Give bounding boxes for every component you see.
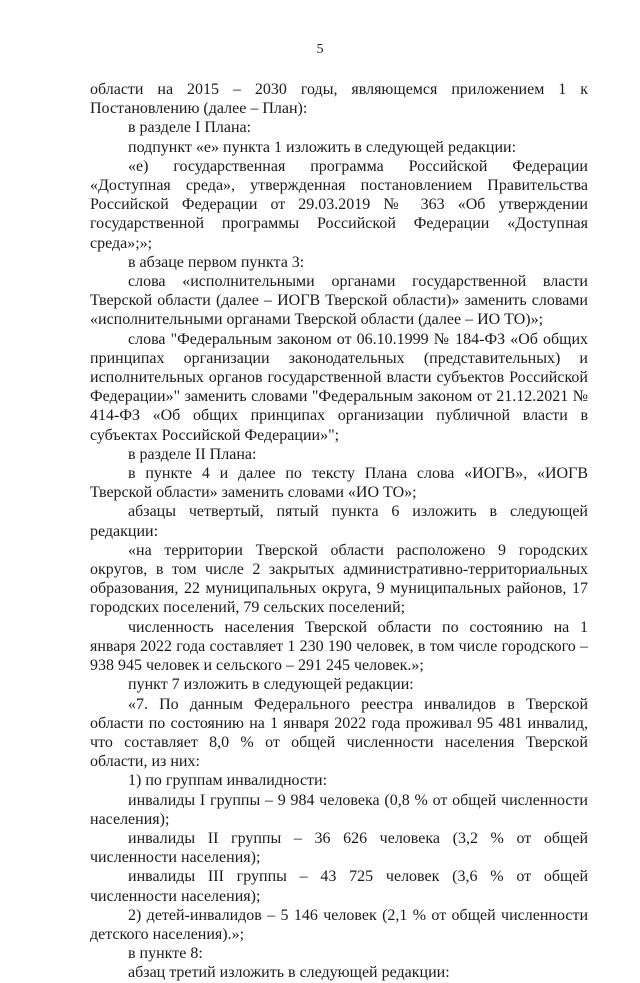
paragraph-14: «7. По данным Федерального реестра инвалидов в Тверской области по состоянию на 1 января 2022 года проживал 95 481 инвалид, что составляет 8,0 % от общей численности населения Тверской области, из них: [90,695,588,771]
paragraph-19: 2) детей-инвалидов – 5 146 человек (2,1 % от общей численности детского населения).»; [90,906,588,943]
paragraph-6: слова «исполнительными органами государственной власти Тверской области (далее – ИОГВ Тверской области)» заменить словами «исполнительными органами Тверской области (далее – ИО ТО)»; [90,273,588,329]
paragraph-1: области на 2015 – 2030 годы, являющемся приложением 1 к Постановлению (далее – План): [90,81,588,118]
paragraph-9: в пункте 4 и далее по тексту Плана слова «ИОГВ», «ИОГВ Тверской области» заменить словами «ИО ТО»; [90,465,588,502]
paragraph-4: «е) государственная программа Российской Федерации «Доступная среда», утвержденная постановлением Правительства Российской Федерации от 29.03.2019 № 363 «Об утверждении государственной программы Российской Федерации «Доступная среда»;»; [90,157,588,252]
paragraph-8: в разделе II Плана: [128,445,257,463]
paragraph-11: «на территории Тверской области расположено 9 городских округов, в том числе 2 закрытых административно-территориальных образования, 22 муниципальных округа, 9 муниципальных районов, 17 городских поселений, 79 сельских поселений; [90,541,588,617]
paragraph-13: пункт 7 изложить в следующей редакции: [128,676,414,694]
paragraph-15: 1) по группам инвалидности: [128,772,328,790]
document-body [90,80,588,983]
paragraph-10: абзацы четвертый, пятый пункта 6 изложить в следующей редакции: [90,503,588,540]
paragraph-2: в разделе I Плана: [128,119,252,137]
paragraph-21: абзац третий изложить в следующей редакции: [128,964,450,982]
paragraph-17: инвалиды II группы – 36 626 человека (3,2 % от общей численности населения); [90,829,588,867]
page-number: 5 [316,42,324,57]
paragraph-12: численность населения Тверской области по состоянию на 1 января 2022 года составляет 1 230 190 человек, в том числе городского – 938 945 человек и сельского – 291 245 человек.»; [90,618,588,675]
paragraph-3: подпункт «е» пункта 1 изложить в следующей редакции: [128,138,517,156]
paragraph-20: в пункте 8: [128,945,203,963]
paragraph-5: в абзаце первом пункта 3: [128,253,305,271]
paragraph-16: инвалиды I группы – 9 984 человека (0,8 % от общей численности населения); [90,791,588,828]
paragraph-18: инвалиды III группы – 43 725 человек (3,6 % от общей численности населения); [90,868,588,905]
paragraph-7: слова "Федеральным законом от 06.10.1999 № 184-ФЗ «Об общих принципах организации законодательных (представительных) и исполнительных органов государственной власти субъектов Российской Федерации»" заменить словами "Федеральным законом от 21.12.2021 № 414-ФЗ «Об общих принципах организации публичной власти в субъектах Российской Федерации»"; [90,330,588,444]
